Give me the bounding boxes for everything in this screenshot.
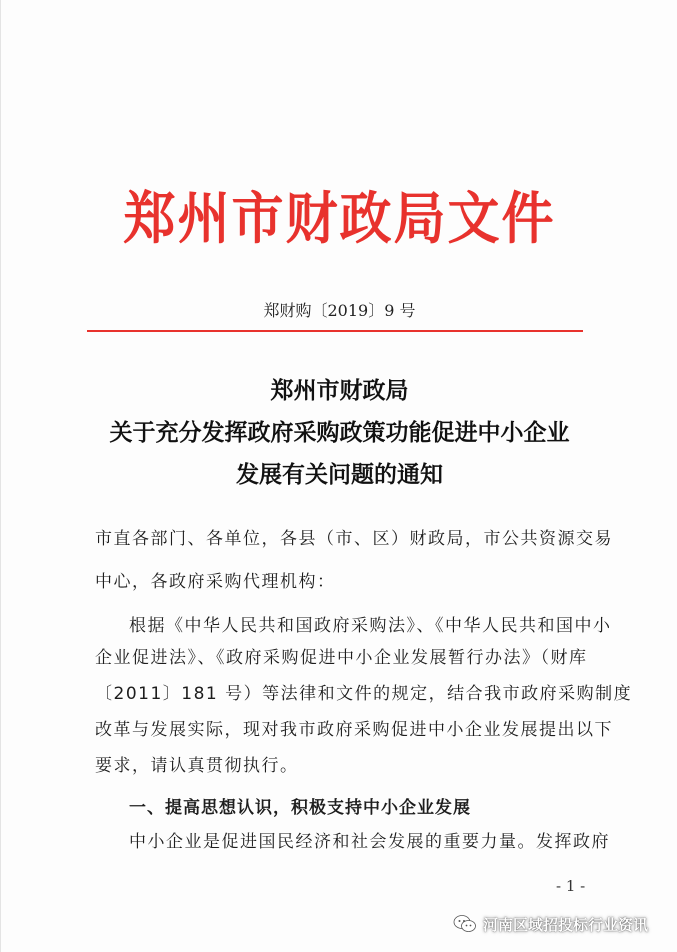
red-divider-line [87, 330, 583, 332]
body-line-paragraph-6: 中小企业是促进国民经济和社会发展的重要力量。发挥政府 [129, 832, 610, 852]
body-line-paragraph-3: 〔2011〕181 号）等法律和文件的规定，结合我市政府采购制度 [95, 684, 633, 704]
body-line-addressees-1: 市直各部门、各单位，各县（市、区）财政局，市公共资源交易 [95, 529, 613, 549]
body-line-paragraph-1: 根据《中华人民共和国政府采购法》、《中华人民共和国中小 [129, 616, 612, 636]
body-line-addressees-2: 中心，各政府采购代理机构： [95, 572, 336, 592]
body-line-paragraph-5: 要求，请认真贯彻执行。 [95, 756, 299, 776]
section-heading-1: 一、提高思想认识，积极支持中小企业发展 [129, 798, 471, 818]
page-number: - 1 - [556, 877, 586, 895]
title-line-3: 发展有关问题的通知 [236, 461, 443, 488]
watermark [453, 912, 648, 936]
body-line-paragraph-2: 企业促进法》、《政府采购促进中小企业发展暂行办法》（财库 [95, 648, 588, 668]
title-line-2: 关于充分发挥政府采购政策功能促进中小企业 [109, 419, 570, 446]
body-line-paragraph-4: 改革与发展实际，现对我市政府采购促进中小企业发展提出以下 [95, 720, 613, 740]
wechat-icon [453, 914, 477, 934]
issuer-masthead: 郑州市财政局文件 [123, 185, 556, 252]
title-line-1: 郑州市财政局 [270, 377, 409, 404]
watermark-text: 河南区域招投标行业资讯 [483, 915, 649, 934]
document-number: 郑财购〔2019〕9 号 [263, 301, 416, 320]
